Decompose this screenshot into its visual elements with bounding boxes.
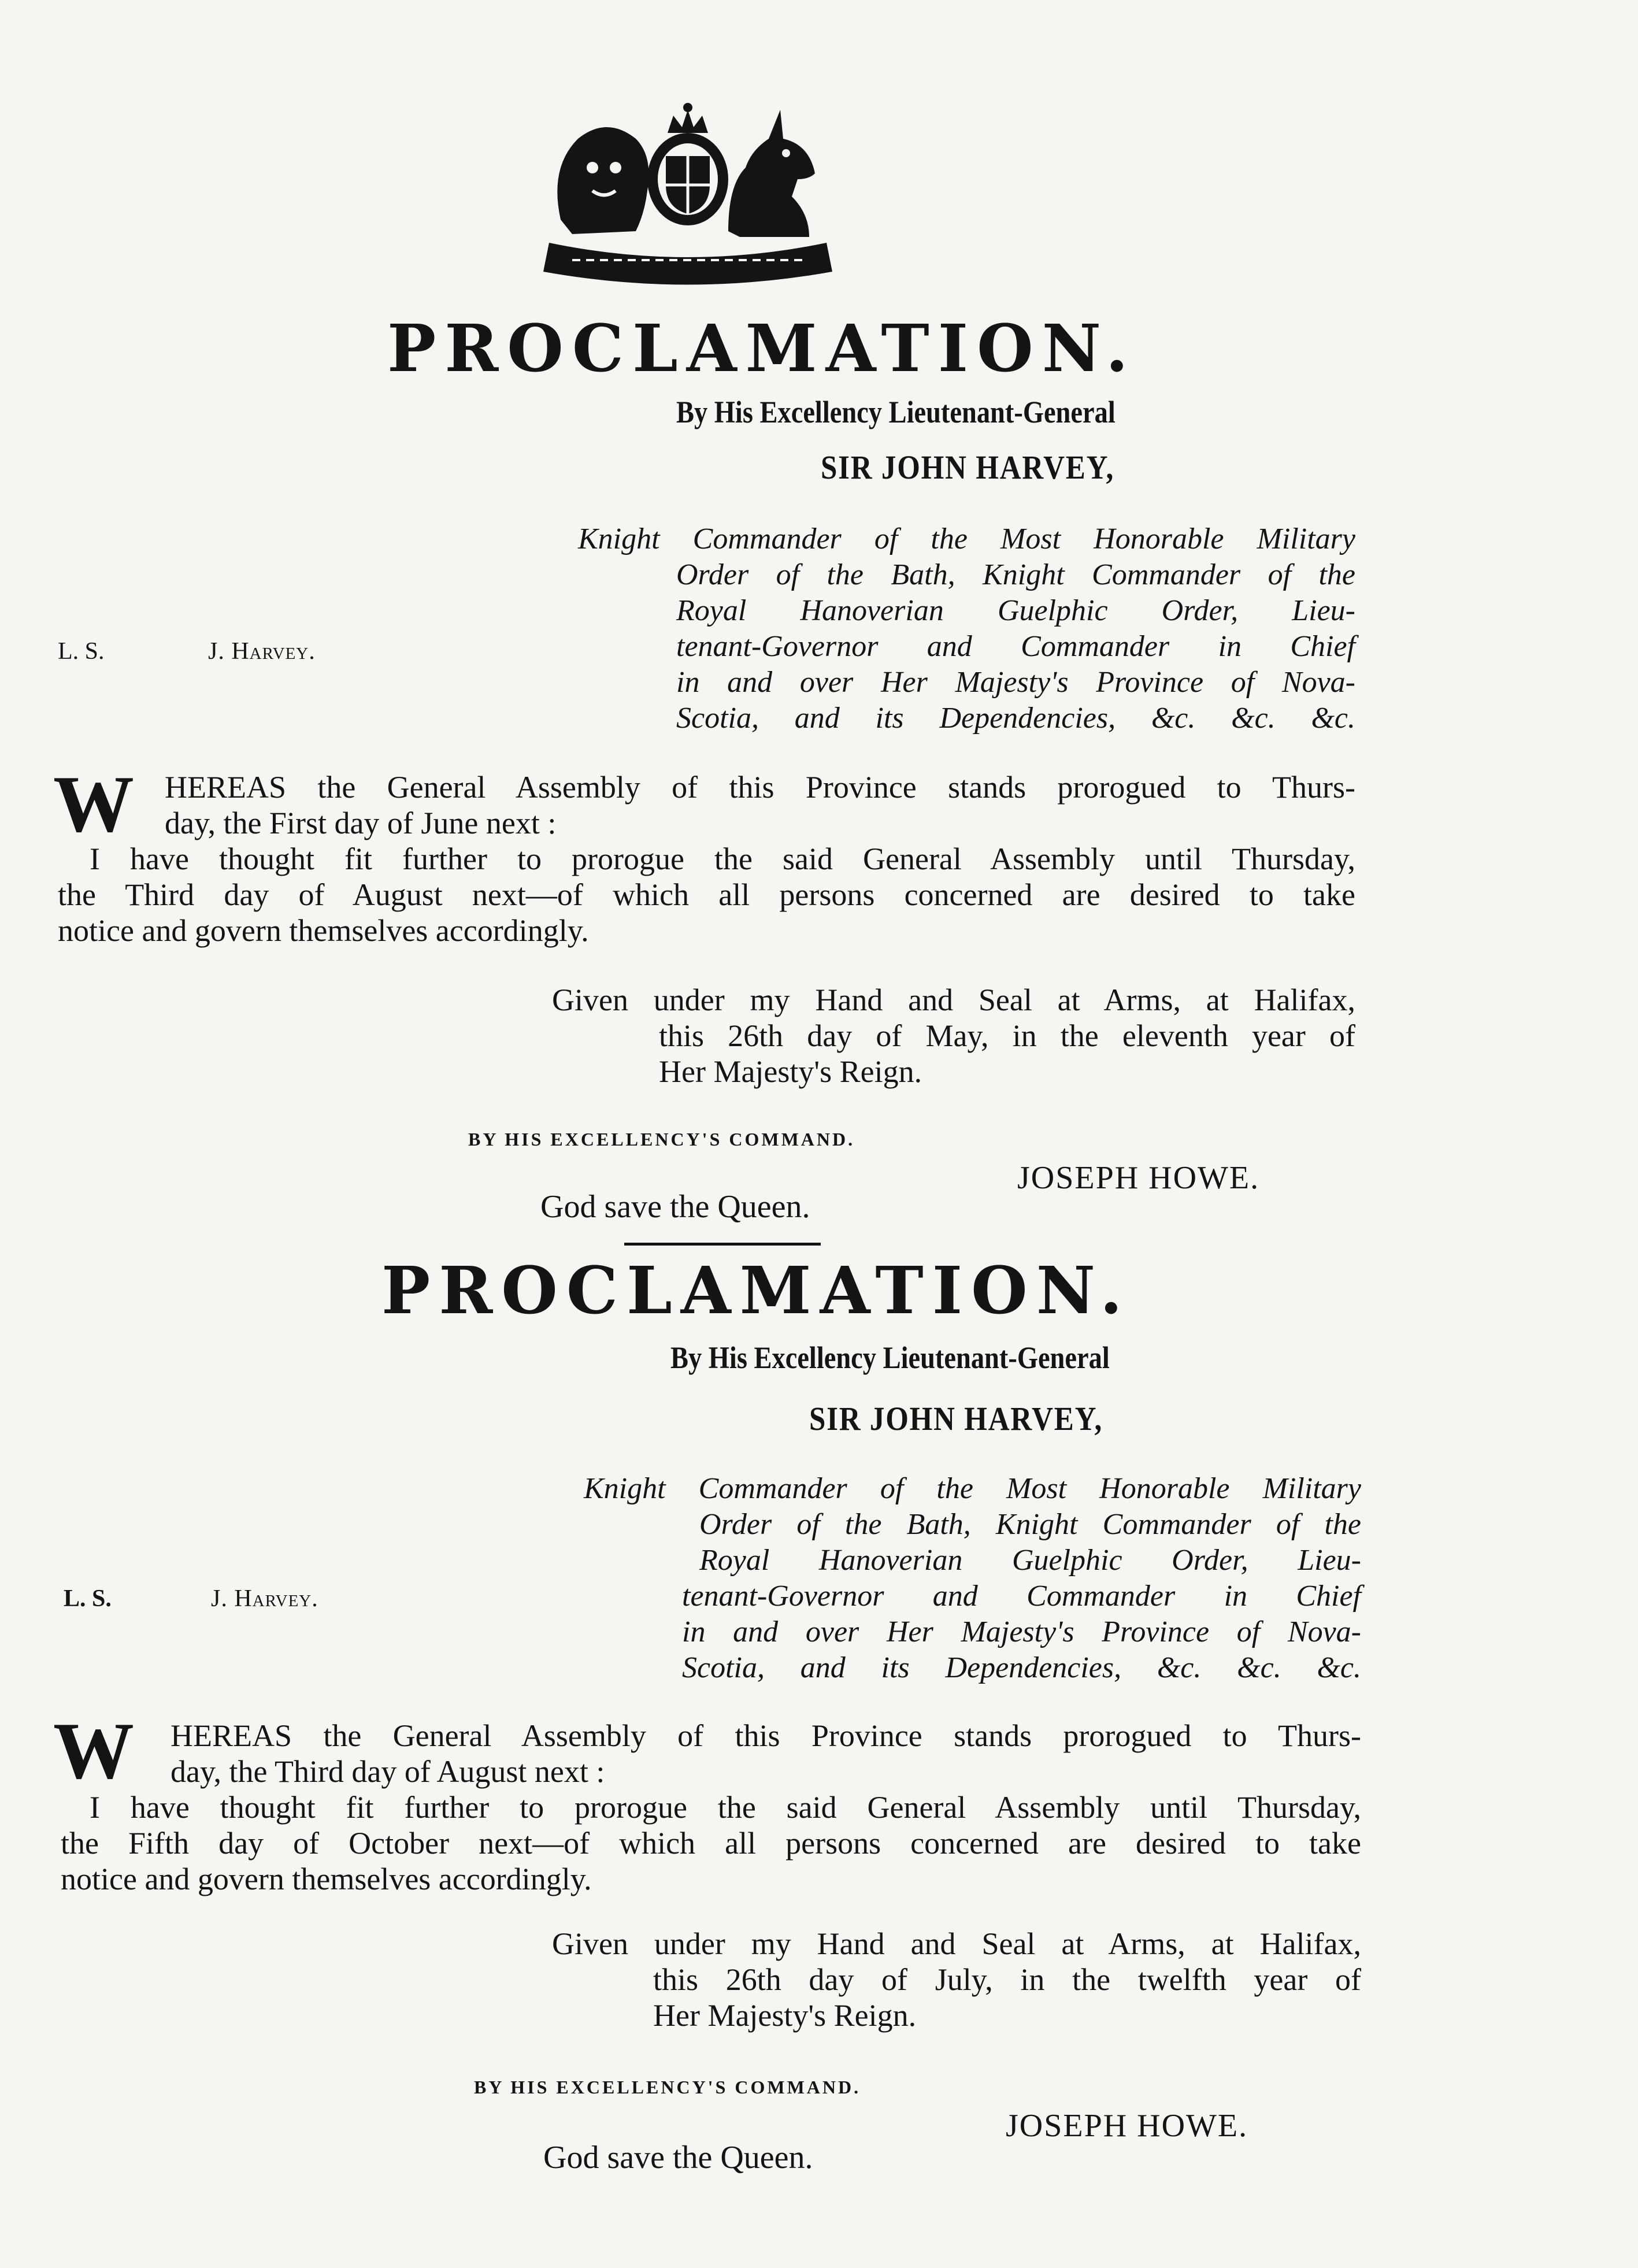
governor-name: SIR JOHN HARVEY, — [821, 449, 1115, 486]
paragraph-line: day, the First day of June next : — [165, 806, 557, 840]
seal-signature-text: J. Harvey. — [208, 638, 316, 665]
paragraph-line: notice and govern themselves accordingly. — [58, 913, 589, 948]
royal-arms-icon — [538, 98, 838, 289]
drop-cap: W — [53, 1706, 134, 1796]
titles-line: Knight Commander of the Most Honorable Military — [578, 522, 1355, 555]
seal-signature — [208, 639, 316, 664]
titles-line: Royal Hanoverian Guelphic Order, Lieu- — [699, 1544, 1361, 1577]
given-line: Her Majesty's Reign. — [659, 1054, 922, 1089]
seal-signature — [211, 1587, 318, 1611]
given-line: this 26th day of July, in the twelfth year of — [653, 1962, 1361, 1997]
divider-rule — [624, 1243, 821, 1246]
seal-ls: L. S. — [64, 1585, 112, 1612]
titles-line: Knight Commander of the Most Honorable Military — [584, 1472, 1361, 1505]
given-line: this 26th day of May, in the eleventh year of — [659, 1018, 1355, 1053]
titles-line: Royal Hanoverian Guelphic Order, Lieu- — [676, 594, 1355, 627]
titles-line: Order of the Bath, Knight Commander of the — [699, 1508, 1361, 1541]
by-line: By His Excellency Lieutenant-General — [676, 395, 1116, 429]
signer-name: JOSEPH HOWE. — [1017, 1160, 1260, 1196]
paragraph-line: the Third day of August next—of which all persons concerned are desired to take — [58, 877, 1355, 912]
paragraph-line: I have thought fit further to prorogue the said General Assembly until Thursday, — [90, 1790, 1361, 1825]
seal-ls: L. S. — [58, 638, 105, 665]
paragraph-line: I have thought fit further to prorogue the said General Assembly until Thursday, — [90, 842, 1355, 876]
seal-signature-text: J. Harvey. — [211, 1585, 318, 1612]
proclamation-title: PROCLAMATION. — [387, 311, 1137, 387]
paragraph-line: HEREAS the General Assembly of this Province stands prorogued to Thurs- — [165, 770, 1355, 805]
given-line: Given under my Hand and Seal at Arms, at Halifax, — [552, 983, 1355, 1017]
titles-line: Order of the Bath, Knight Commander of the — [676, 558, 1355, 591]
given-line: Her Majesty's Reign. — [653, 1998, 917, 2033]
titles-line: tenant-Governor and Commander in Chief — [682, 1580, 1361, 1613]
titles-line: in and over Her Majesty's Province of Nova- — [682, 1615, 1361, 1648]
paragraph-line: the Fifth day of October next—of which all persons concerned are desired to take — [61, 1826, 1361, 1861]
titles-line: tenant-Governor and Commander in Chief — [676, 630, 1355, 663]
paragraph-line: HEREAS the General Assembly of this Province stands prorogued to Thurs- — [171, 1718, 1361, 1753]
closing-line: God save the Queen. — [540, 1189, 810, 1225]
paragraph-line: day, the Third day of August next : — [171, 1754, 605, 1789]
command-line: BY HIS EXCELLENCY'S COMMAND. — [468, 1129, 855, 1150]
closing-line: God save the Queen. — [543, 2140, 813, 2176]
signer-name: JOSEPH HOWE. — [1006, 2108, 1248, 2144]
drop-cap: W — [53, 759, 134, 849]
titles-line: Scotia, and its Dependencies, &c. &c. &c. — [676, 702, 1355, 735]
by-line: By His Excellency Lieutenant-General — [670, 1340, 1110, 1375]
governor-name: SIR JOHN HARVEY, — [809, 1400, 1103, 1437]
titles-line: in and over Her Majesty's Province of Nova- — [676, 666, 1355, 699]
command-line: BY HIS EXCELLENCY'S COMMAND. — [474, 2077, 861, 2097]
proclamation-title: PROCLAMATION. — [381, 1253, 1131, 1329]
given-line: Given under my Hand and Seal at Arms, at Halifax, — [552, 1926, 1361, 1961]
paragraph-line: notice and govern themselves accordingly. — [61, 1862, 592, 1896]
titles-line: Scotia, and its Dependencies, &c. &c. &c. — [682, 1651, 1361, 1684]
